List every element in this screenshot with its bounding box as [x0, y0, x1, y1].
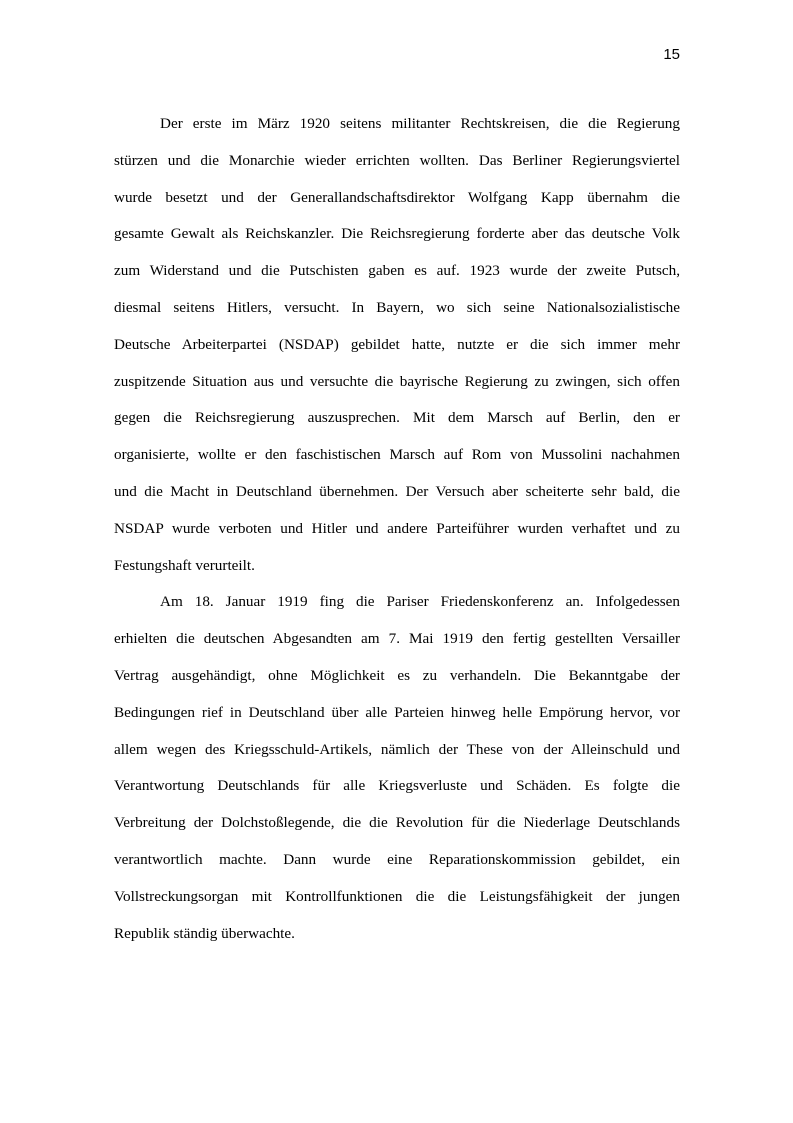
text-line: Verantwortung Deutschlands für alle Kriegsverluste und Schäden. Es folgte die [114, 777, 680, 795]
text-line: Der erste im März 1920 seitens militanter Rechtskreisen, die die Regierung [160, 115, 680, 132]
text-line: gesamte Gewalt als Reichskanzler. Die Reichsregierung forderte aber das deutsche Volk [114, 225, 680, 243]
text-line: allem wegen des Kriegsschuld-Artikels, nämlich der These von der Alleinschuld und [114, 740, 680, 758]
text-line: und die Macht in Deutschland übernehmen. Der Versuch aber scheiterte sehr bald, die [114, 482, 680, 500]
text-line: Vertrag ausgehändigt, ohne Möglichkeit es zu verhandeln. Die Bekanntgabe der [114, 666, 680, 684]
text-line: Vollstreckungsorgan mit Kontrollfunktionen die die Leistungsfähigkeit der jungen [114, 887, 680, 905]
text-line: Verbreitung der Dolchstoßlegende, die die Revolution für die Niederlage Deutschlands [114, 814, 680, 832]
text-line: Deutsche Arbeiterpartei (NSDAP) gebildet hatte, nutzte er die sich immer mehr [114, 335, 680, 353]
paragraph-2 [114, 584, 680, 952]
paragraph-1 [114, 106, 680, 584]
text-line: diesmal seitens Hitlers, versucht. In Bayern, wo sich seine Nationalsozialistische [114, 298, 680, 316]
text-line: Am 18. Januar 1919 fing die Pariser Friedenskonferenz an. Infolgedessen [160, 593, 680, 611]
text-line: gegen die Reichsregierung auszusprechen. Mit dem Marsch auf Berlin, den er [114, 409, 680, 427]
text-line: zuspitzende Situation aus und versuchte die bayrische Regierung zu zwingen, sich offen [114, 372, 680, 390]
text-line: verantwortlich machte. Dann wurde eine Reparationskommission gebildet, ein [114, 850, 680, 868]
text-line: NSDAP wurde verboten und Hitler und andere Parteiführer wurden verhaftet und zu [114, 519, 680, 537]
text-line: Bedingungen rief in Deutschland über alle Parteien hinweg helle Empörung hervor, vor [114, 703, 680, 721]
text-line: zum Widerstand und die Putschisten gaben es auf. 1923 wurde der zweite Putsch, [114, 262, 680, 280]
text-line: erhielten die deutschen Abgesandten am 7. Mai 1919 den fertig gestellten Versailler [114, 630, 680, 648]
text-line: Republik ständig überwachte. [114, 924, 295, 942]
body-text [114, 106, 680, 952]
text-line: organisierte, wollte er den faschistischen Marsch auf Rom von Mussolini nachahmen [114, 446, 680, 464]
page-number: 15 [663, 46, 680, 63]
text-line: Festungshaft verurteilt. [114, 556, 255, 574]
text-line: stürzen und die Monarchie wieder errichten wollten. Das Berliner Regierungsviertel [114, 151, 680, 169]
text-line: wurde besetzt und der Generallandschaftsdirektor Wolfgang Kapp übernahm die [114, 188, 680, 206]
